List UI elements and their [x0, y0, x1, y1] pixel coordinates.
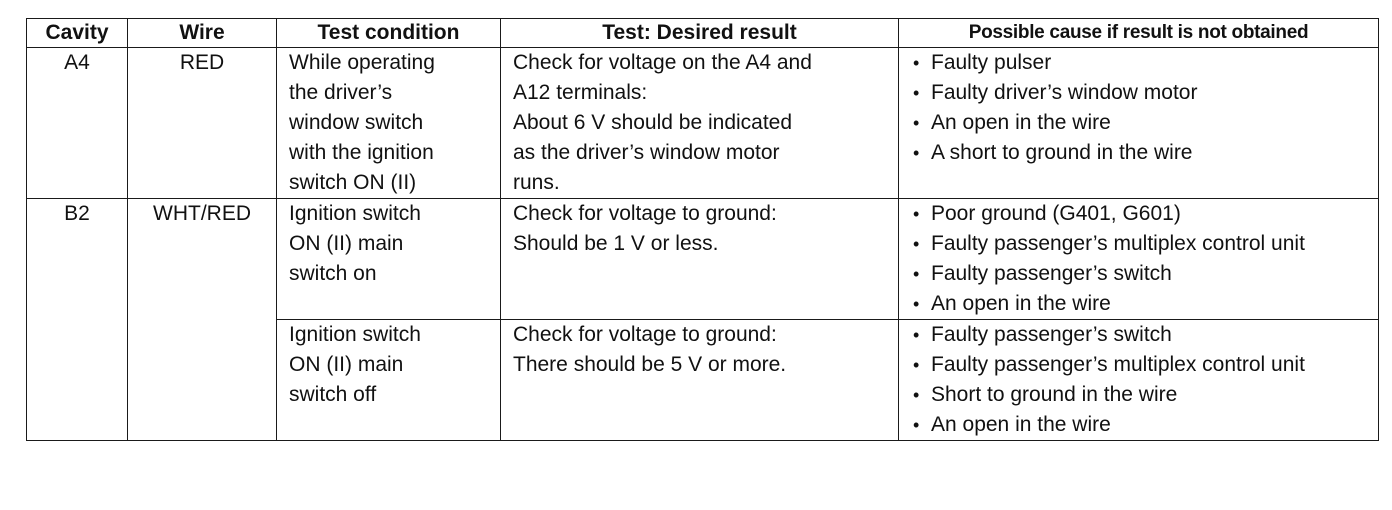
cause-item: • Faulty pulser: [911, 48, 1368, 78]
wire-cell: RED: [128, 48, 277, 199]
result-line: There should be 5 V or more.: [513, 353, 787, 376]
result-line: Should be 1 V or less.: [513, 232, 719, 255]
cause-item: • An open in the wire: [911, 289, 1368, 319]
cause-item: • Faulty passenger’s multiplex control unit: [911, 229, 1368, 259]
header-cavity: Cavity: [27, 19, 128, 48]
condition-cell: [277, 199, 501, 320]
cause-item: • Faulty driver’s window motor: [911, 78, 1368, 108]
condition-line: switch off: [289, 383, 377, 406]
condition-line: the driver’s: [289, 81, 393, 104]
header-row: [27, 19, 1379, 48]
result-line: A12 terminals:: [513, 81, 648, 104]
cause-item: • Faulty passenger’s switch: [911, 259, 1368, 289]
cause-item: • Short to ground in the wire: [911, 380, 1368, 410]
header-test-condition: Test condition: [277, 19, 501, 48]
condition-cell: [277, 48, 501, 199]
test-table: [26, 18, 1379, 441]
result-line: Check for voltage on the A4 and: [513, 51, 812, 74]
cause-item: • Poor ground (G401, G601): [911, 199, 1368, 229]
result-line: runs.: [513, 171, 560, 194]
result-line: as the driver’s window motor: [513, 141, 780, 164]
condition-line: switch on: [289, 262, 377, 285]
condition-line: ON (II) main: [289, 232, 404, 255]
table-row: [27, 48, 1379, 199]
cavity-cell: B2: [27, 199, 128, 441]
cause-cell: [899, 48, 1379, 199]
condition-line: with the ignition: [289, 141, 434, 164]
condition-line: switch ON (II): [289, 171, 417, 194]
condition-cell: [277, 320, 501, 441]
result-line: Check for voltage to ground:: [513, 323, 777, 346]
cause-list: [911, 320, 1368, 440]
condition-line: ON (II) main: [289, 353, 404, 376]
header-desired-result: Test: Desired result: [501, 19, 899, 48]
header-possible-cause: Possible cause if result is not obtained: [899, 19, 1379, 48]
condition-line: Ignition switch: [289, 202, 421, 225]
cause-item: • Faulty passenger’s multiplex control unit: [911, 350, 1368, 380]
wire-cell: WHT/RED: [128, 199, 277, 441]
result-cell: [501, 48, 899, 199]
cause-item: • An open in the wire: [911, 108, 1368, 138]
result-line: About 6 V should be indicated: [513, 111, 793, 134]
condition-line: window switch: [289, 111, 424, 134]
result-line: Check for voltage to ground:: [513, 202, 777, 225]
cause-list: [911, 48, 1368, 168]
header-wire: Wire: [128, 19, 277, 48]
cause-list: [911, 199, 1368, 319]
result-cell: [501, 199, 899, 320]
condition-line: While operating: [289, 51, 435, 74]
cause-cell: [899, 199, 1379, 320]
cause-item: • Faulty passenger’s switch: [911, 320, 1368, 350]
cause-item: • An open in the wire: [911, 410, 1368, 440]
cause-cell: [899, 320, 1379, 441]
result-cell: [501, 320, 899, 441]
cause-item: • A short to ground in the wire: [911, 138, 1368, 168]
table-row: [27, 199, 1379, 320]
condition-line: Ignition switch: [289, 323, 421, 346]
cavity-cell: A4: [27, 48, 128, 199]
